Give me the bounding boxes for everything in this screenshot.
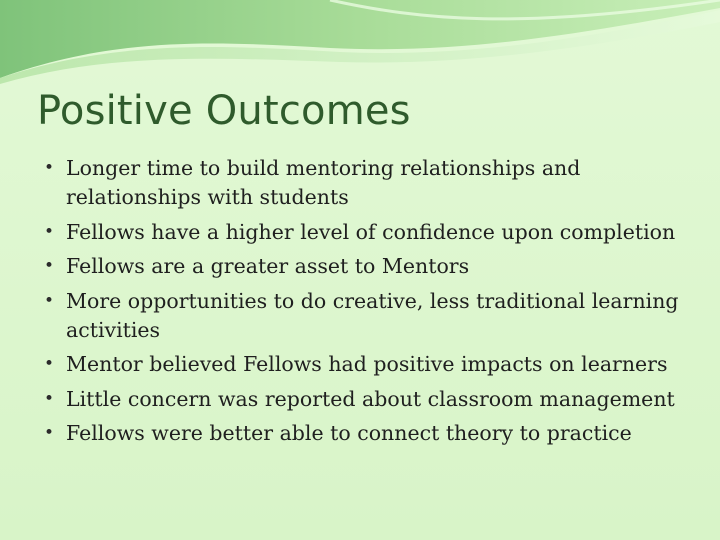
slide-title: Positive Outcomes: [37, 88, 411, 134]
bullet-list: [44, 154, 704, 454]
bullet-icon: •: [44, 423, 55, 443]
bullet-icon: •: [44, 290, 55, 311]
list-item: [44, 218, 704, 247]
bullet-text: Longer time to build mentoring relationships and relationships with students: [66, 156, 581, 209]
bullet-icon: •: [44, 256, 55, 276]
bullet-icon: •: [44, 354, 55, 374]
bullet-text: Little concern was reported about classroom management: [66, 386, 675, 411]
list-item: [44, 154, 704, 212]
list-item: [44, 419, 704, 448]
bullet-text: Fellows were better able to connect theory to practice: [66, 421, 632, 445]
bullet-icon: •: [44, 388, 55, 409]
list-item: [44, 287, 704, 345]
bullet-text: Fellows have a higher level of confidence upon completion: [66, 219, 676, 244]
bullet-icon: •: [44, 158, 55, 178]
bullet-text: More opportunities to do creative, less traditional learning activities: [66, 288, 679, 342]
list-item: [44, 252, 704, 281]
bullet-text: Fellows are a greater asset to Mentors: [66, 254, 470, 278]
list-item: [44, 350, 704, 379]
bullet-icon: •: [44, 221, 55, 242]
list-item: [44, 385, 704, 414]
decorative-wave-banner: [0, 0, 720, 90]
bullet-text: Mentor believed Fellows had positive impacts on learners: [66, 352, 668, 376]
